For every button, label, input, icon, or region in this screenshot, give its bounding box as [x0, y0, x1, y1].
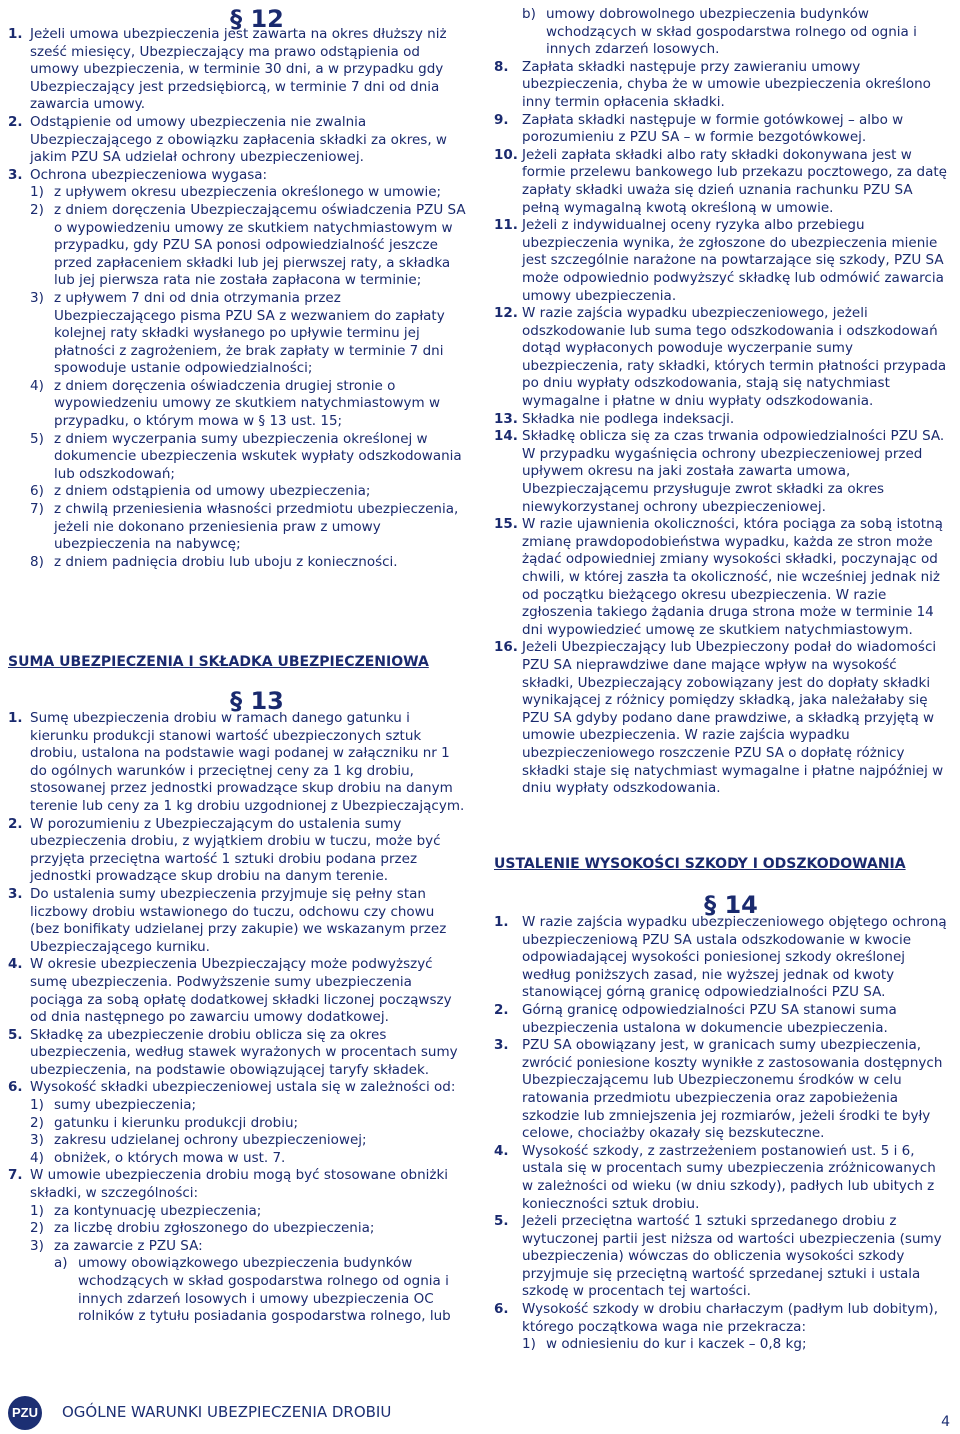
item-number: 9.	[494, 111, 509, 128]
sublist-item	[30, 1150, 466, 1168]
item-text: W umowie ubezpieczenia drobiu mogą być stosowane obniżki składki, w szczególności:	[30, 1167, 449, 1202]
item-number: 2.	[8, 815, 23, 832]
item-text: Do ustalenia sumy ubezpieczenia przyjmuje się pełny stan liczbowy drobiu wstawionego do tuczu, odchowu czy chowu (bez bonifikaty udzielanej przy zakupie) we wskazanym przez Ubezpieczającego kurniku.	[30, 885, 447, 955]
sublist-item	[30, 501, 466, 554]
sub-text: z chwilą przeniesienia własności przedmiotu ubezpieczenia, jeżeli nie dokonano przeniesienia praw z umowy ubezpieczenia na nabywcę;	[54, 501, 459, 553]
sublist-item	[30, 554, 466, 572]
item-number: 8.	[494, 58, 509, 75]
page-number: 4	[941, 1414, 950, 1430]
section-13-body	[8, 710, 466, 1326]
sublist-item	[30, 483, 466, 501]
item-number: 2.	[494, 1001, 509, 1018]
sub-number: 2)	[30, 1220, 44, 1237]
paragraph-12-title: § 12	[230, 5, 284, 33]
paragraph-13-title: § 13	[230, 687, 284, 715]
list-item	[494, 1301, 948, 1336]
sub-text: w odniesieniu do kur i kaczek – 0,8 kg;	[546, 1336, 807, 1353]
sub-text: z dniem wyczerpania sumy ubezpieczenia określonej w dokumencie ubezpieczenia wskutek wypłaty odszkodowania lub odszkodowań;	[54, 430, 462, 482]
list-item	[494, 59, 948, 112]
item-number: 10.	[494, 146, 518, 163]
list-item	[494, 516, 948, 639]
section-heading-ustalenie	[494, 856, 948, 874]
item-number: 12.	[494, 305, 518, 322]
item-text: W razie zajścia wypadku ubezpieczeniowego, jeżeli odszkodowanie lub suma tego odszkodowania i odszkodowań dotąd wypłaconych powoduje wyczerpanie sumy ubezpieczenia, raty składki, których termin płatności przypada po dniu wypłaty odszkodowania, stają się natychmiast wymagalne i płatne w dniu wypłaty odszkodowania.	[522, 305, 947, 410]
sub-text: umowy obowiązkowego ubezpieczenia budynków wchodzących w skład gospodarstwa rolnego od ognia i innych zdarzeń losowych i umowy ubezpieczenia OC rolników z tytułu posiadania gospodarstwa rolnego, lub	[78, 1255, 451, 1325]
list-item	[8, 710, 466, 816]
sublist	[8, 1203, 466, 1326]
sublist-item	[30, 378, 466, 431]
continued-list	[494, 6, 948, 798]
list-item	[494, 1002, 948, 1037]
sub-text: z dniem doręczenia oświadczenia drugiej stronie o wypowiedzeniu umowy ze skutkiem natychmiastowym w przypadku, o którym mowa w § 13 ust. 15;	[54, 377, 441, 430]
sublist-item	[30, 290, 466, 378]
list-item	[8, 886, 466, 956]
list-item	[8, 1027, 466, 1080]
sub-text: za liczbę drobiu zgłoszonego do ubezpieczenia;	[54, 1220, 375, 1237]
sublist	[8, 184, 466, 571]
list-item	[494, 1143, 948, 1213]
footer-title: OGÓLNE WARUNKI UBEZPIECZENIA DROBIU	[62, 1403, 392, 1422]
item-text: Jeżeli umowa ubezpieczenia jest zawarta na okres dłuższy niż sześć miesięcy, Ubezpieczający ma prawo odstąpienia od umowy ubezpieczenia, w terminie 30 dni, a w przypadku gdy Ubezpieczający jest przedsiębiorcą, w terminie 7 dni od dnia zawarcia umowy.	[30, 26, 447, 113]
list-item	[494, 217, 948, 305]
item-text: Jeżeli zapłata składki albo raty składki dokonywana jest w formie przelewu bankowego lub przekazu pocztowego, za datę zapłaty składki uważa się dzień uznania rachunku PZU SA pełną wymagalną kwotą określoną w umowie.	[522, 146, 947, 216]
item-text: W razie zajścia wypadku ubezpieczeniowego objętego ochroną ubezpieczeniową PZU SA ustala odszkodowanie w kwocie odpowiadającej wysokości poniesionej szkody określonej według poniższych zasad, nie wyższej jednak od kwoty stanowiącej górną granicę odpowiedzialności PZU SA.	[522, 914, 947, 1001]
sub-text: z dniem odstąpienia od umowy ubezpieczenia;	[54, 483, 371, 500]
item-number: 4.	[494, 1142, 509, 1159]
item-number: 5.	[8, 1026, 23, 1043]
section-12-body	[8, 26, 466, 571]
item-number: 1.	[8, 710, 23, 726]
list-item	[494, 1213, 948, 1301]
sub-number: 2)	[30, 1114, 44, 1131]
sublist-item	[30, 202, 466, 290]
list-item	[494, 914, 948, 1002]
sublist-item	[30, 1220, 466, 1238]
list-item	[8, 1079, 466, 1097]
list-item	[8, 956, 466, 1026]
item-number: 3.	[8, 166, 23, 183]
list-item	[494, 305, 948, 411]
item-number: 3.	[494, 1037, 509, 1054]
sublist-item	[30, 431, 466, 484]
sublist-item	[30, 1115, 466, 1133]
item-number: 13.	[494, 410, 518, 427]
sub-text: sumy ubezpieczenia;	[54, 1097, 197, 1114]
sublist	[494, 1336, 948, 1354]
item-text: W okresie ubezpieczenia Ubezpieczający może podwyższyć sumę ubezpieczenia. Podwyższenie sumy ubezpieczenia pociąga za sobą opłatę dodatkowej składki liczonej począwszy od dnia następnego po zawarciu umowy dodatkowej.	[30, 956, 452, 1026]
page-footer	[8, 1396, 391, 1430]
sub-number: 3)	[30, 289, 44, 306]
section-heading: SUMA UBEZPIECZENIA I SKŁADKA UBEZPIECZENIOWA	[8, 654, 429, 670]
paragraph-14-title: § 14	[704, 891, 758, 919]
list-item	[8, 114, 466, 167]
item-text: Składkę oblicza się za czas trwania odpowiedzialności PZU SA. W przypadku wygaśnięcia ochrony ubezpieczeniowej przed upływem okresu na jaki została zawarta umowa, Ubezpieczającemu przysługuje zwrot składki za okres niewykorzystanej ochrony ubezpieczeniowej.	[522, 428, 945, 515]
sub-letter: b)	[522, 6, 536, 22]
sublist-item	[30, 1132, 466, 1150]
sub-number: 3)	[30, 1132, 44, 1149]
list-item	[494, 639, 948, 797]
sub-text: z upływem 7 dni od dnia otrzymania przez Ubezpieczającego pisma PZU SA z wezwaniem do zapłaty kolejnej raty składki wysłanego po upływie terminu jej płatności z zagrożeniem, że brak zapłaty w terminie 7 dni spowoduje ustanie odpowiedzialności;	[54, 289, 445, 377]
item-text: Wysokość szkody w drobiu charłaczym (padłym lub dobitym), którego początkowa waga nie przekracza:	[522, 1301, 938, 1335]
list-item	[8, 26, 466, 114]
item-text: Wysokość składki ubezpieczeniowej ustala się w zależności od:	[30, 1079, 456, 1096]
item-number: 16.	[494, 639, 518, 656]
section-14-body	[494, 914, 948, 1354]
sub-letter: a)	[54, 1255, 68, 1272]
item-text: Jeżeli z indywidualnej oceny ryzyka albo przebiegu ubezpieczenia wynika, że zgłoszone do ubezpieczenia mienie jest szczególnie narażone na powtarzające się szkody, PZU SA może odpowiednio podwyższyć składkę lub odmówić zawarcia umowy ubezpieczenia.	[522, 217, 944, 304]
sub-number: 1)	[30, 1097, 44, 1114]
sub-number: 4)	[30, 1149, 44, 1166]
item-text: W razie ujawnienia okoliczności, która pociąga za sobą istotną zmianę prawdopodobieństwa wypadku, każda ze stron może żądać odpowiedniej zmiany wysokości składki, poczynając od chwili, w której zaszła ta okoliczność, nie wcześniej jednak niż od początku bieżącego okresu ubezpieczenia. W razie zgłoszenia takiego żądania druga strona może w terminie 14 dni wypowiedzieć umowę ze skutkiem natychmiastowym.	[522, 516, 943, 638]
sub-text: umowy dobrowolnego ubezpieczenia budynków wchodzących w skład gospodarstwa rolnego od ognia i innych zdarzeń losowych.	[546, 6, 917, 58]
item-number: 7.	[8, 1167, 23, 1184]
sub-text: obniżek, o których mowa w ust. 7.	[54, 1149, 286, 1166]
sub-text: z dniem doręczenia Ubezpieczającemu oświadczenia PZU SA o wypowiedzeniu umowy ze skutkiem natychmiastowym w przypadku, gdy PZU SA ponosi odpowiedzialność jeszcze przed zapłaceniem składki lub jej pierwszej raty, a składka lub jej pierwsza rata nie została zapłacona w terminie;	[54, 201, 466, 289]
sub-number: 5)	[30, 430, 44, 447]
sublist-item	[30, 1203, 466, 1221]
item-text: Zapłata składki następuje w formie gotówkowej – albo w porozumieniu z PZU SA – w formie bezgotówkowej.	[522, 111, 904, 146]
sub-number: 1)	[30, 184, 44, 201]
item-text: Składka nie podlega indeksacji.	[522, 410, 735, 427]
item-text: Składkę za ubezpieczenie drobiu oblicza się za okres ubezpieczenia, według stawek wyrażonych w procentach sumy ubezpieczenia, na podstawie obowiązującej taryfy składek.	[30, 1026, 458, 1078]
item-number: 11.	[494, 217, 518, 234]
item-number: 2.	[8, 113, 23, 130]
sublist-item	[30, 1097, 466, 1115]
item-number: 14.	[494, 428, 518, 445]
sub-text: zakresu udzielanej ochrony ubezpieczeniowej;	[54, 1132, 367, 1149]
sub-number: 2)	[30, 201, 44, 218]
list-item	[494, 411, 948, 429]
sub-text: gatunku i kierunku produkcji drobiu;	[54, 1114, 299, 1131]
list-item	[494, 1037, 948, 1143]
item-number: 3.	[8, 885, 23, 902]
list-item	[494, 428, 948, 516]
sublist-item	[522, 1336, 948, 1354]
item-number: 1.	[8, 26, 23, 42]
sub-number: 3)	[30, 1237, 44, 1254]
sub-number: 1)	[30, 1202, 44, 1219]
sub-number: 8)	[30, 553, 44, 570]
item-text: Odstąpienie od umowy ubezpieczenia nie zwalnia Ubezpieczającego z obowiązku zapłacenia składki za okres, w jakim PZU SA udzielał ochrony ubezpieczeniowej.	[30, 113, 447, 166]
sub-text: za zawarcie z PZU SA:	[54, 1237, 203, 1254]
item-text: PZU SA obowiązany jest, w granicach sumy ubezpieczenia, zwrócić poniesione koszty wynikłe z zastosowania dostępnych Ubezpieczającemu lub Ubezpieczonemu środków w celu ratowania przedmiotu ubezpieczenia oraz zapobieżenia szkodzie lub zmniejszenia jej rozmiarów, jeżeli środki te były celowe, chociażby okazały się bezskuteczne.	[522, 1037, 943, 1142]
item-number: 6.	[494, 1301, 509, 1318]
sublist-item	[494, 6, 948, 59]
sublist-item	[30, 184, 466, 202]
item-number: 1.	[494, 914, 509, 930]
sublist-item	[30, 1238, 466, 1256]
item-text: Sumę ubezpieczenia drobiu w ramach danego gatunku i kierunku produkcji stanowi wartość ubezpieczonych sztuk drobiu, ustalona na podstawie wagi podanej w załączniku nr 1 do ogólnych warunków i przeciętnej ceny za 1 kg drobiu, stosowanej przez jednostki prowadzące skup drobiu na danym terenie lub ceny za 1 kg drobiu uzgodnionej z Ubezpieczającym.	[30, 710, 465, 814]
section-heading-suma	[8, 654, 466, 672]
item-text: Wysokość szkody, z zastrzeżeniem postanowień ust. 5 i 6, ustala się w procentach sumy ubezpieczenia zróżnicowanych w zależności od wieku (w dniu szkody), padłych lub ubitych z konieczności sztuk drobiu.	[522, 1142, 936, 1212]
item-number: 5.	[494, 1213, 509, 1230]
sub-text: za kontynuację ubezpieczenia;	[54, 1202, 262, 1219]
list-item	[8, 816, 466, 886]
sub-number: 6)	[30, 483, 44, 500]
item-text: Jeżeli przeciętna wartość 1 sztuki sprzedanego drobiu z wytuczonej partii jest niższa od wartości ubezpieczenia (sumy ubezpieczenia) wówczas do obliczenia wysokości szkody przyjmuje się przeciętną wartość sprzedanej sztuki i ustala szkodę w procentach tej wartości.	[522, 1213, 942, 1300]
list-item	[494, 147, 948, 217]
item-number: 15.	[494, 516, 518, 533]
logo-text: PZU	[12, 1405, 38, 1421]
section-heading: USTALENIE WYSOKOŚCI SZKODY I ODSZKODOWANIA	[494, 856, 906, 872]
item-text: Zapłata składki następuje przy zawieraniu umowy ubezpieczenia, chyba że w umowie ubezpieczenia określono inny termin opłacenia składki.	[522, 58, 931, 110]
item-text: Ochrona ubezpieczeniowa wygasa:	[30, 166, 268, 183]
item-number: 4.	[8, 956, 23, 973]
pzu-logo	[8, 1396, 42, 1430]
sub-number: 4)	[30, 377, 44, 394]
sub-number: 1)	[522, 1336, 536, 1353]
item-text: W porozumieniu z Ubezpieczającym do ustalenia sumy ubezpieczenia drobiu, z wyjątkiem drobiu w tuczu, może być przyjęta przeciętna wartość 1 sztuki drobiu podana przez jednostki prowadzące skup drobiu na danym terenie.	[30, 815, 441, 885]
sub-text: z dniem padnięcia drobiu lub uboju z konieczności.	[54, 553, 398, 570]
sub-text: z upływem okresu ubezpieczenia określonego w umowie;	[54, 184, 442, 201]
list-item	[8, 1167, 466, 1202]
sub-number: 7)	[30, 501, 44, 518]
item-number: 6.	[8, 1079, 23, 1096]
item-text: Górną granicę odpowiedzialności PZU SA stanowi suma ubezpieczenia ustalona w dokumencie ubezpieczenia.	[522, 1001, 897, 1036]
list-item	[494, 112, 948, 147]
sublist-item	[30, 1255, 466, 1325]
item-text: Jeżeli Ubezpieczający lub Ubezpieczony podał do wiadomości PZU SA nieprawdziwe dane mające wpływ na wysokość składki, Ubezpieczający zobowiązany jest do dopłaty składki wynikającej z różnicy pomiędzy składką, jaka należałaby się PZU SA gdyby podano dane prawdziwe, a składką przyjętą w umowie ubezpieczenia. W razie zajścia wypadku ubezpieczeniowego roszczenie PZU SA o dopłatę różnicy składki staje się natychmiast wymagalne i płatne najpóźniej w dniu wypłaty odszkodowania.	[522, 639, 944, 797]
list-item	[8, 167, 466, 185]
sublist	[8, 1097, 466, 1167]
